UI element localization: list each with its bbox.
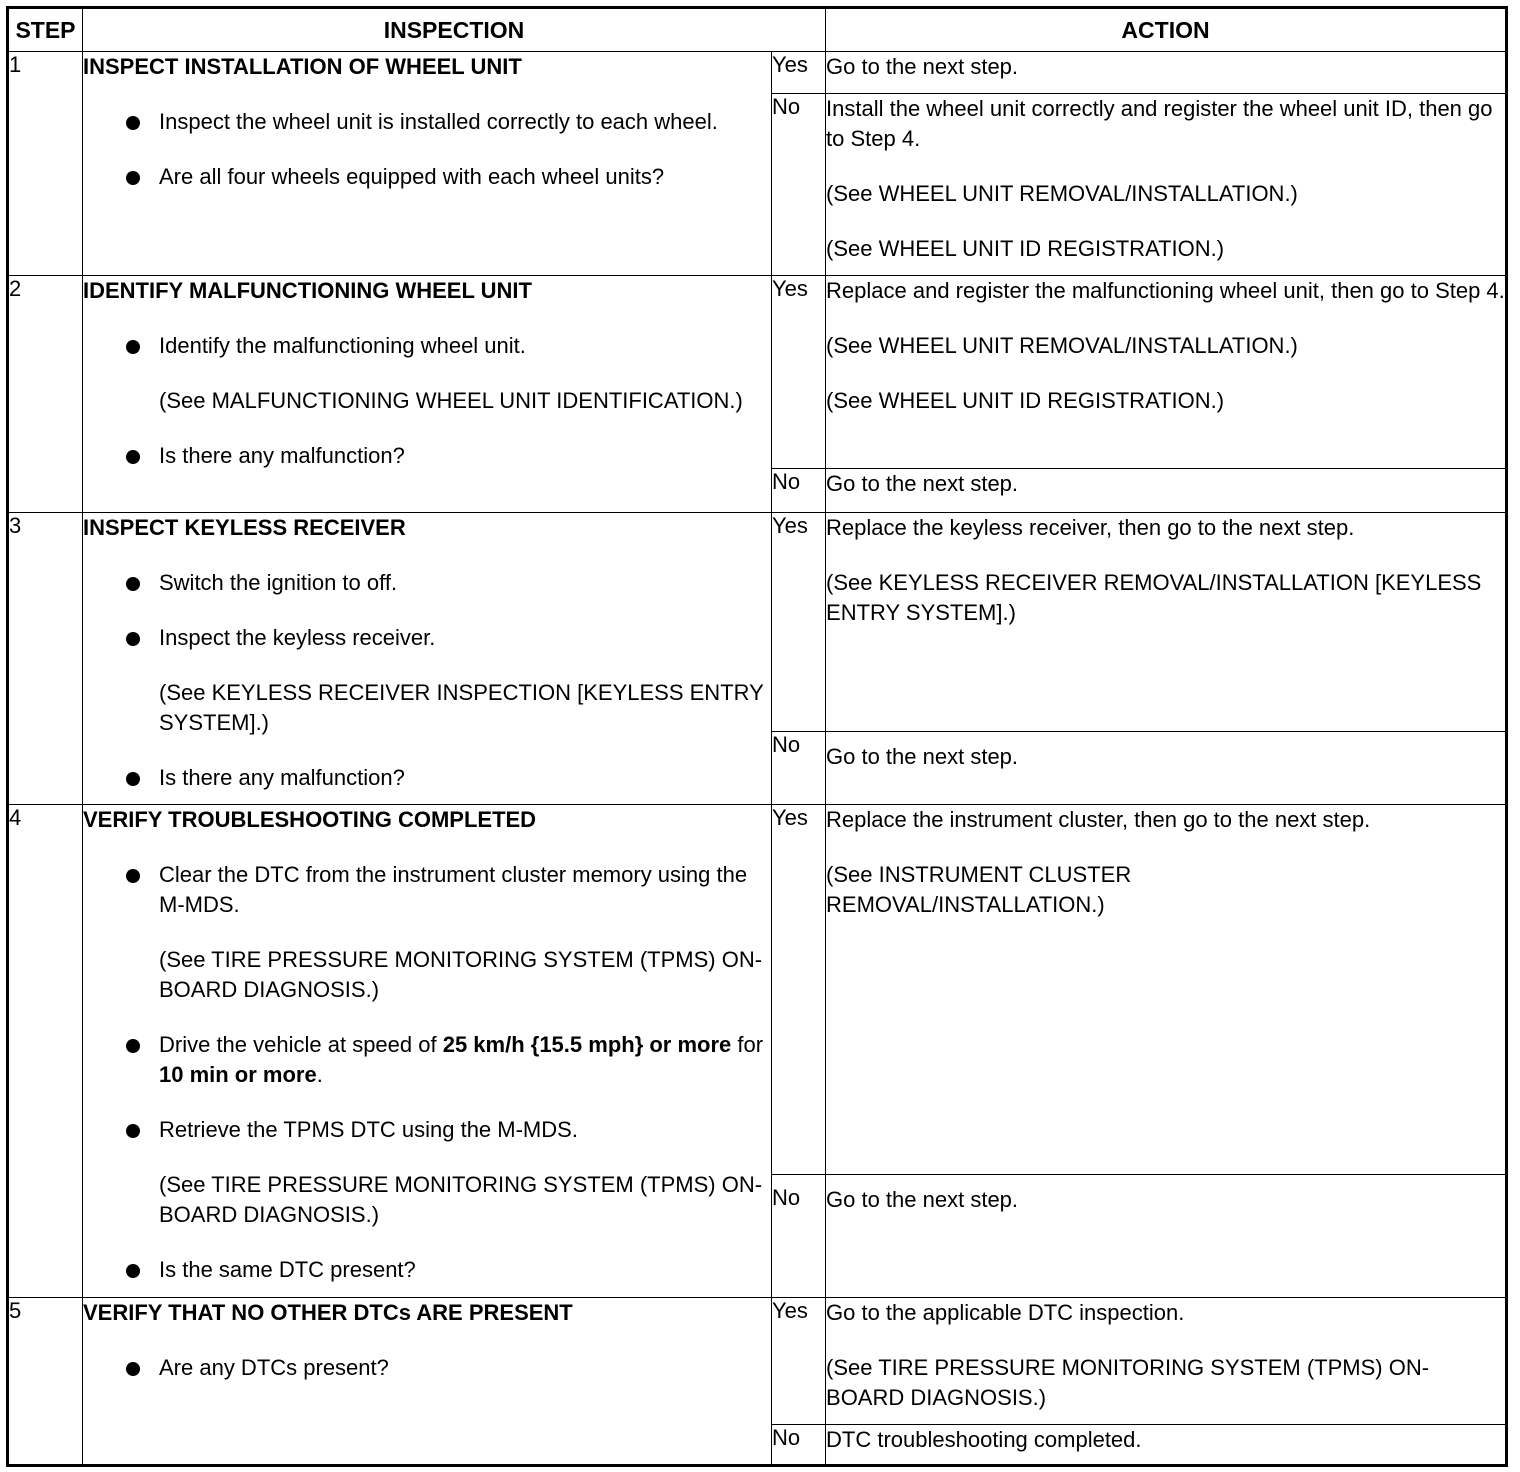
step-5-yes-row [8,1298,1507,1425]
action-reference: (See WHEEL UNIT ID REGISTRATION.) [826,388,1225,413]
bullet-item: Inspect the keyless receiver. [83,623,771,653]
step-title: VERIFY TROUBLESHOOTING COMPLETED [83,807,537,832]
yes-label: Yes [772,1298,826,1425]
bullet-dot-icon [126,632,140,646]
action-text: Replace the instrument cluster, then go to the next step. [826,807,1371,832]
bullet-dot-icon [126,869,140,883]
yes-label: Yes [772,513,826,732]
yes-action [826,1298,1507,1425]
step-title: VERIFY THAT NO OTHER DTCs ARE PRESENT [83,1300,573,1325]
bullet-dot-icon [126,450,140,464]
yes-action [826,52,1507,94]
yes-action [826,276,1507,469]
inspection-list [83,1353,771,1383]
reference-note: (See TIRE PRESSURE MONITORING SYSTEM (TPMS) ON-BOARD DIAGNOSIS.) [159,947,763,1002]
inspection-list [83,860,771,1285]
step-5-inspection [83,1298,772,1466]
bullet-dot-icon [126,772,140,786]
bullet-dot-icon [126,1264,140,1278]
no-label: No [772,1425,826,1466]
bullet-item: Switch the ignition to off. [83,568,771,598]
bullet-dot-icon [126,577,140,591]
inspection-list [83,568,771,793]
step-3-yes-row [8,513,1507,732]
no-action [826,94,1507,276]
step-1-inspection [83,52,772,276]
bullet-item: Identify the malfunctioning wheel unit. [83,331,771,361]
action-text: Go to the applicable DTC inspection. [826,1300,1185,1325]
step-1-yes-row [8,52,1507,94]
no-action [826,1425,1507,1466]
bullet-dot-icon [126,340,140,354]
action-reference: (See WHEEL UNIT REMOVAL/INSTALLATION.) [826,181,1298,206]
bullet-item: Is there any malfunction? [83,763,771,793]
no-action [826,732,1507,805]
yes-label: Yes [772,805,826,1175]
no-label: No [772,469,826,513]
action-text: Go to the next step. [826,1187,1019,1212]
reference-note: (See MALFUNCTIONING WHEEL UNIT IDENTIFICATION.) [159,388,743,413]
header-row [8,8,1507,52]
action-reference: (See KEYLESS RECEIVER REMOVAL/INSTALLATION [KEYLESS ENTRY SYSTEM].) [826,570,1482,625]
header-step: STEP [8,8,83,52]
bullet-dot-icon [126,116,140,130]
bullet-item: Inspect the wheel unit is installed correctly to each wheel. [83,107,771,137]
action-text: Go to the next step. [826,54,1019,79]
step-number: 2 [8,276,83,513]
step-title: INSPECT KEYLESS RECEIVER [83,515,406,540]
action-text: Go to the next step. [826,471,1019,496]
bullet-item: Are all four wheels equipped with each wheel units? [83,162,771,192]
action-text: Replace the keyless receiver, then go to the next step. [826,515,1355,540]
yes-label: Yes [772,52,826,94]
action-text: Go to the next step. [826,744,1019,769]
action-reference: (See WHEEL UNIT REMOVAL/INSTALLATION.) [826,333,1298,358]
reference-note: (See TIRE PRESSURE MONITORING SYSTEM (TPMS) ON-BOARD DIAGNOSIS.) [159,1172,763,1227]
step-number: 1 [8,52,83,276]
bullet-dot-icon [126,1124,140,1138]
step-2-inspection [83,276,772,513]
step-2-yes-row [8,276,1507,469]
step-number: 5 [8,1298,83,1466]
bullet-item: Is there any malfunction? [83,441,771,471]
step-3-inspection [83,513,772,805]
yes-action [826,805,1507,1175]
step-4-yes-row [8,805,1507,1175]
bullet-item: Clear the DTC from the instrument cluster memory using the M-MDS. [83,860,771,920]
step-title: IDENTIFY MALFUNCTIONING WHEEL UNIT [83,278,532,303]
action-reference: (See TIRE PRESSURE MONITORING SYSTEM (TPMS) ON-BOARD DIAGNOSIS.) [826,1355,1430,1410]
header-action: ACTION [826,8,1507,52]
bullet-item: Retrieve the TPMS DTC using the M-MDS. [83,1115,771,1145]
bullet-item: Drive the vehicle at speed of 25 km/h {15.5 mph} or more for 10 min or more. [83,1030,771,1090]
action-text: Replace and register the malfunctioning wheel unit, then go to Step 4. [826,278,1505,303]
no-action [826,469,1507,513]
action-reference: (See WHEEL UNIT ID REGISTRATION.) [826,236,1225,261]
action-reference: (See INSTRUMENT CLUSTER REMOVAL/INSTALLATION.) [826,862,1132,917]
yes-label: Yes [772,276,826,469]
step-number: 4 [8,805,83,1298]
yes-action [826,513,1507,732]
step-number: 3 [8,513,83,805]
reference-note: (See KEYLESS RECEIVER INSPECTION [KEYLESS ENTRY SYSTEM].) [159,680,764,735]
bullet-item: Is the same DTC present? [83,1255,771,1285]
no-label: No [772,732,826,805]
action-text: Install the wheel unit correctly and register the wheel unit ID, then go to Step 4. [826,96,1493,151]
bullet-dot-icon [126,1039,140,1053]
no-action [826,1175,1507,1298]
inspection-list [83,331,771,471]
no-label: No [772,1175,826,1298]
action-text: DTC troubleshooting completed. [826,1427,1142,1452]
troubleshooting-table [6,6,1508,1467]
step-title: INSPECT INSTALLATION OF WHEEL UNIT [83,54,522,79]
bullet-dot-icon [126,171,140,185]
inspection-list [83,107,771,192]
header-inspection: INSPECTION [83,8,826,52]
bullet-dot-icon [126,1362,140,1376]
bullet-item: Are any DTCs present? [83,1353,771,1383]
no-label: No [772,94,826,276]
step-4-inspection [83,805,772,1298]
